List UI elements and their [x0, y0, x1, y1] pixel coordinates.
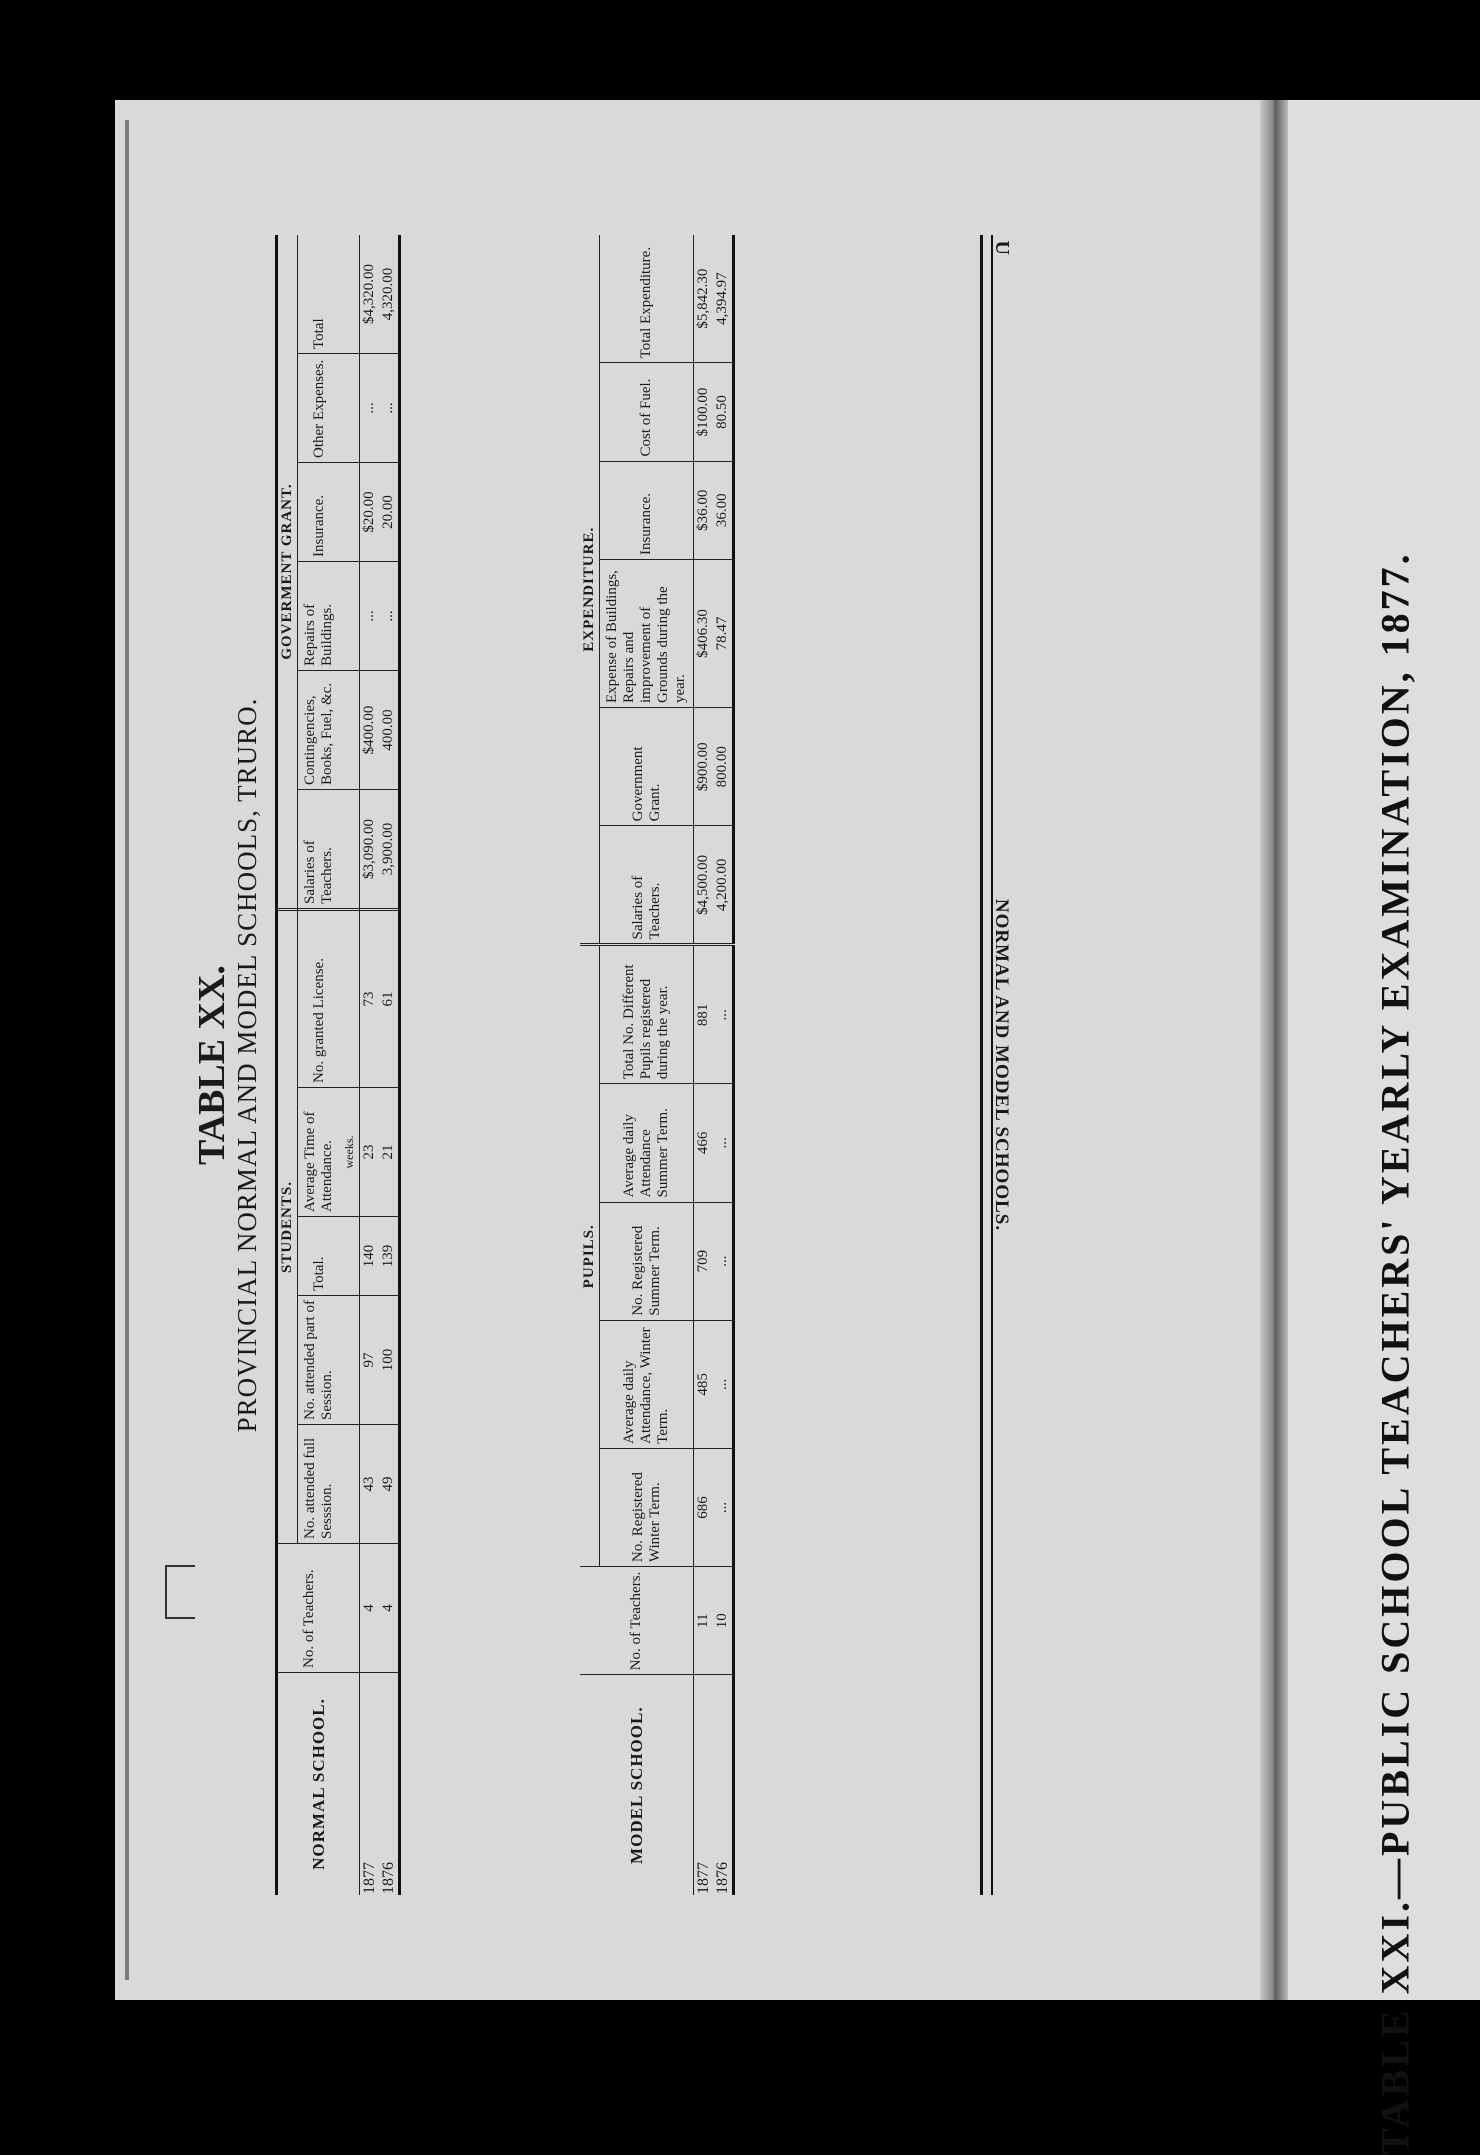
hdr-m-regsummer-r: No. Registered Summer Term. [600, 1202, 694, 1320]
m-year-1876-r: 1876 [713, 1675, 734, 1895]
hdr-n-teachers-r: No. of Teachers. [277, 1544, 341, 1673]
hdr-m-insurance-r: Insurance. [600, 461, 694, 560]
hdr-n-gtotal-r: Total [298, 235, 341, 354]
cell: 21 [379, 1088, 400, 1217]
cell: ... [713, 1084, 734, 1202]
model-school-table [580, 235, 735, 1895]
cell: 4,394.97 [713, 235, 734, 363]
table-number-r: TABLE XX. [191, 965, 233, 1165]
cell: ... [379, 562, 400, 671]
hdr-m-fuel-r: Cost of Fuel. [600, 363, 694, 461]
hdr-n-salaries-r: Salaries of Teachers. [298, 790, 341, 910]
hdr-n-total-r: Total. [298, 1217, 341, 1296]
cell: 881 [694, 945, 714, 1084]
cell: $5,842.30 [694, 235, 714, 363]
cell: 4,320.00 [379, 235, 400, 354]
grant-group-r: GOVERMENT GRANT. [277, 235, 298, 910]
cell: $3,090.00 [360, 790, 380, 910]
page-edge-line [125, 120, 129, 1980]
table-subtitle-r: PROVINCIAL NORMAL AND MODEL SCHOOLS, TRURO. [232, 697, 262, 1433]
table-row [694, 235, 714, 1895]
cell: $406.30 [694, 560, 714, 708]
cell: $20.00 [360, 463, 380, 562]
pupils-group-r: PUPILS. [580, 945, 600, 1567]
cell: 3,900.00 [379, 790, 400, 910]
hdr-m-govgrant-r: Government Grant. [600, 707, 694, 825]
page-number: U [991, 240, 1013, 255]
cell: ... [713, 1202, 734, 1320]
cell: $36.00 [694, 461, 714, 560]
cell: 61 [379, 910, 400, 1088]
model-school-label-r: MODEL SCHOOL. [580, 1675, 694, 1895]
running-head-rule [980, 235, 993, 1895]
students-group-r: STUDENTS. [277, 910, 298, 1544]
cell: $900.00 [694, 707, 714, 825]
cell: 80.50 [713, 363, 734, 461]
hdr-m-totaldiff-r: Total No. Different Pupils registered during the year. [600, 945, 694, 1084]
expenditure-group-r: EXPENDITURE. [580, 235, 600, 945]
cell: 140 [360, 1217, 380, 1296]
book-gutter [1260, 100, 1288, 2000]
m-year-1877-r: 1877 [695, 1862, 712, 1894]
cell: 4 [360, 1544, 380, 1673]
cell: 139 [379, 1217, 400, 1296]
cell: $4,500.00 [694, 826, 714, 945]
hdr-m-totalexp-r: Total Expenditure. [600, 235, 694, 363]
weeks-unit-r: weeks. [340, 1088, 360, 1217]
hdr-m-expense-r: Expense of Buildings, Repairs and improvement of Grounds during the year. [600, 560, 694, 708]
cell: 73 [360, 910, 380, 1088]
cell: 43 [360, 1425, 380, 1544]
normal-school-table [275, 235, 401, 1895]
cell: 100 [379, 1296, 400, 1425]
cell: $100.00 [694, 363, 714, 461]
hdr-n-avgtime-r [298, 1088, 341, 1217]
running-head [990, 215, 1030, 1915]
cell: 686 [694, 1448, 714, 1566]
cell: 400.00 [379, 671, 400, 790]
cell: ... [360, 354, 380, 463]
cell: 23 [360, 1088, 380, 1217]
cell: ... [360, 562, 380, 671]
cell: 97 [360, 1296, 380, 1425]
cell: 4 [379, 1544, 400, 1673]
cell: 11 [694, 1567, 714, 1675]
table-row [379, 235, 400, 1895]
cell: 78.47 [713, 560, 734, 708]
cell: 36.00 [713, 461, 734, 560]
hdr-n-part-r: No. attended part of Session. [298, 1296, 341, 1425]
table-row [713, 235, 734, 1895]
n-year-1877-r: 1877 [361, 1862, 378, 1894]
n-year-1876-r: 1876 [379, 1673, 400, 1896]
cell: 49 [379, 1425, 400, 1544]
cell: $400.00 [360, 671, 380, 790]
table-xx-page [191, 215, 1050, 1915]
hdr-n-repairs-r: Repairs of Buildings. [298, 562, 341, 671]
cell: 4,200.00 [713, 826, 734, 945]
cell: 800.00 [713, 707, 734, 825]
cell: ... [379, 354, 400, 463]
cell: ... [713, 945, 734, 1084]
hdr-n-licence-r: No. granted License. [298, 910, 341, 1088]
hdr-n-full-r: No. attended full Sesssion. [298, 1425, 341, 1544]
hdr-m-teachers-r: No. of Teachers. [580, 1567, 694, 1675]
cell: 485 [694, 1320, 714, 1448]
cell: ... [713, 1320, 734, 1448]
cell: ... [713, 1448, 734, 1566]
cell: 20.00 [379, 463, 400, 562]
cell: 10 [713, 1567, 734, 1675]
hdr-m-salaries-r: Salaries of Teachers. [600, 826, 694, 945]
facing-page-title: TABLE XXI.—PUBLIC SCHOOL TEACHERS' YEARLY EXAMINATION, 1877. [1372, 551, 1418, 2155]
hdr-m-avgwinter-r: Average daily Attendance, Winter Term. [600, 1320, 694, 1448]
cell: $4,320.00 [360, 235, 380, 354]
hdr-n-other-r: Other Expenses. [298, 354, 341, 463]
cell: 709 [694, 1202, 714, 1320]
hdr-n-contingencies-r: Contingencies, Books, Fuel, &c. [298, 671, 341, 790]
running-title: NORMAL AND MODEL SCHOOLS. [991, 898, 1012, 1232]
avgtime-text: Average Time of Attendance. [302, 1111, 335, 1212]
table-row [360, 235, 380, 1895]
hdr-n-insurance-r: Insurance. [298, 463, 341, 562]
normal-school-label-r: NORMAL SCHOOL. [277, 1673, 360, 1896]
cell: 466 [694, 1084, 714, 1202]
hdr-m-avgsummer-r: Average daily Attendance Summer Term. [600, 1084, 694, 1202]
hdr-m-regwinter-r: No. Registered Winter Term. [600, 1448, 694, 1566]
